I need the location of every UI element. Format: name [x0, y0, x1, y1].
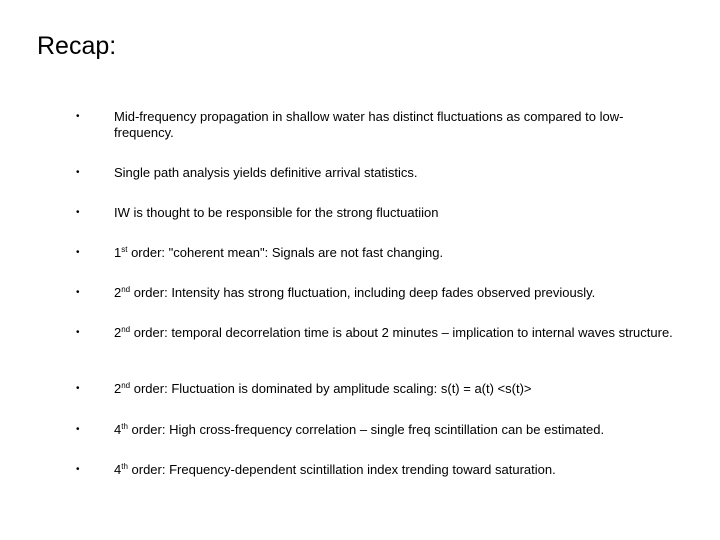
bullet-ordinal-suffix: nd — [121, 325, 131, 334]
bullet-text — [114, 109, 674, 141]
bullet-dot-icon: • — [76, 207, 80, 218]
bullet-dot-icon: • — [76, 111, 80, 122]
bullet-text — [114, 422, 674, 438]
bullet-text — [114, 245, 674, 261]
bullet-ordinal-suffix: th — [121, 462, 128, 471]
bullet-body: order: temporal decorrelation time is about 2 minutes – implication to internal waves structure. — [130, 325, 673, 340]
bullet-body: Single path analysis yields definitive arrival statistics. — [114, 165, 418, 180]
bullet-number: 2 — [114, 381, 122, 396]
bullet-body: order: Frequency-dependent scintillation index trending toward saturation. — [127, 462, 556, 477]
bullet-body: order: Fluctuation is dominated by amplitude scaling: s(t) = a(t) <s(t)> — [130, 381, 532, 396]
bullet-dot-icon: • — [76, 464, 80, 475]
bullet-dot-icon: • — [76, 424, 80, 435]
bullet-number: 4 — [114, 462, 122, 477]
bullet-ordinal-suffix: st — [121, 245, 128, 254]
bullet-text — [114, 165, 674, 181]
bullet-text — [114, 381, 674, 397]
bullet-dot-icon: • — [76, 247, 80, 258]
bullet-body: order: "coherent mean": Signals are not fast changing. — [127, 245, 444, 260]
bullet-ordinal-suffix: nd — [121, 381, 131, 390]
bullet-text — [114, 285, 674, 301]
bullet-body: order: Intensity has strong fluctuation, including deep fades observed previously. — [130, 285, 596, 300]
slide-title: Recap: — [37, 32, 117, 60]
bullet-text — [114, 325, 674, 341]
bullet-dot-icon: • — [76, 167, 80, 178]
bullet-number: 1 — [114, 245, 122, 260]
bullet-dot-icon: • — [76, 287, 80, 298]
bullet-text — [114, 462, 674, 478]
bullet-body: IW is thought to be responsible for the strong fluctuatiion — [114, 205, 439, 220]
bullet-body: Mid-frequency propagation in shallow water has distinct fluctuations as compared to low-frequency. — [114, 109, 624, 140]
bullet-ordinal-suffix: th — [121, 422, 128, 431]
bullet-text — [114, 205, 674, 221]
bullet-ordinal-suffix: nd — [121, 285, 131, 294]
bullet-dot-icon: • — [76, 327, 80, 338]
bullet-dot-icon: • — [76, 383, 80, 394]
bullet-number: 2 — [114, 285, 122, 300]
bullet-number: 4 — [114, 422, 122, 437]
bullet-number: 2 — [114, 325, 122, 340]
bullet-body: order: High cross-frequency correlation – single freq scintillation can be estimated. — [127, 422, 605, 437]
